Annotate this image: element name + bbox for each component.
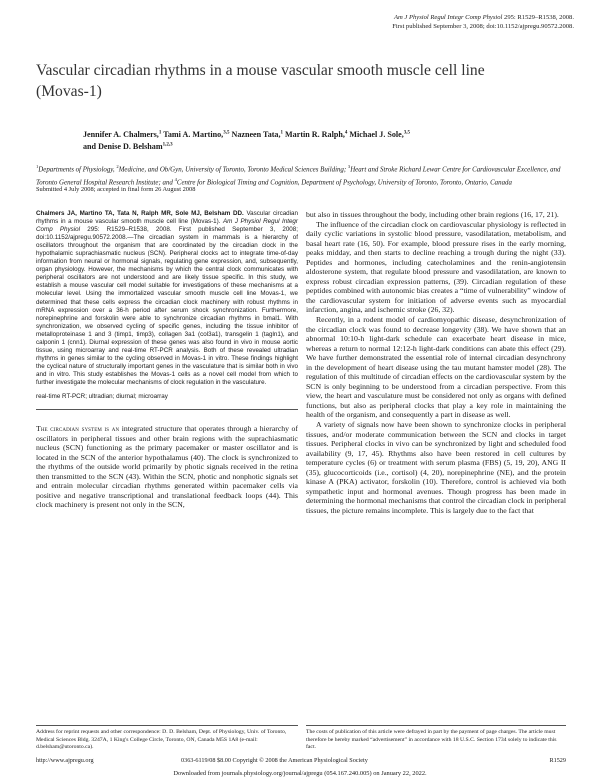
right-column [306, 210, 566, 516]
author: Tami A. Martino,$^{3,5}$ [163, 129, 230, 139]
author: Jennifer A. Chalmers,$^1$ [83, 129, 162, 139]
author: and Denise D. Belsham$^{1,2,3}$ [83, 142, 173, 152]
body-paragraph: Recently, in a rodent model of cardiomyopathic disease, desynchronization of the circadian clock was found to decrease longevity (38). We have shown that an abnormal 10:10-h light-dark schedule can exacerbate heart disease in mice, whereas a return to normal 12:12-h light-dark conditions can abate this effect (29). We have further demonstrated the essential role of internal circadian desynchrony in the development of heart disease using the tau mutant hamster model (28). The regulation of this multitude of circadian effects on the cardiovascular system by the SCN is only beginning to be understood from a circadian perspective. From this view, the heart and vasculature must be considered not only as organs with defined functions, but also as peripheral clocks that play a key role in maintaining the health of the organism, and consequently a part in disease as well. [306, 315, 566, 420]
affiliations: $^1$Departments of Physiology, $^2$Medicine, and Ob/Gyn, University of Toronto, Toronto Medical Sciences Building; $^3$Heart and Stroke Richard Lewar Centre for Cardiovascular Excellence, and Toronto General Hospital Research Institute; and $^4$Centre for Biological Timing and Cognition, Department of Psychology, University of Toronto, Toronto, Ontario, Canada [36, 164, 561, 187]
correspondence-footnote: Address for reprint requests and other correspondence: D. D. Belsham, Dept. of Physiology, Univ. of Toronto, Medical Sciences Bldg. 3247A, 1 King's College Circle, Toronto, ON, Canada M5S 1A8 (e-mail: d.belsham@utoronto.ca). [36, 725, 298, 752]
section-divider [36, 409, 298, 410]
submission-dates: Submitted 4 July 2008; accepted in final form 26 August 2008 [36, 186, 196, 193]
journal-url-link[interactable]: http://www.ajpregu.org [36, 757, 94, 764]
body-paragraph: The influence of the circadian clock on cardiovascular physiology is reflected in daily cyclic variations in systolic blood pressure, vasodilatation, metabolism, and basal heart rate (16, 50). For example, blood pressure rises in the early morning, peaks midday, and then starts to decline reaching a trough during the night (33). Peptides and hormones, including catecholamines and the renin-angiotensin aldosterone system, that regulate blood pressure and vasodilatation, are known to express robust circadian expression patterns, (39). Circadian regulation of these peptides combined with autonomic bias creates a “time of vulnerability” window of the cardiovascular system for initiation of adverse events such as myocardial infarction, angina, and ischemic stroke (26, 32). [306, 219, 566, 315]
download-notice: Downloaded from journals.physiology.org/journal/ajpregu (054.167.240.005) on January 22, 2022. [173, 770, 427, 777]
page-charge-footnote: The costs of publication of this article were defrayed in part by the payment of page charges. The article must therefore be hereby marked “advertisement” in accordance with 18 U.S.C. Section 1734 solely to indicate this fact. [306, 725, 566, 752]
author: Martin R. Ralph,$^4$ [285, 129, 348, 139]
journal-citation: 295: R1529–R1538, 2008. [504, 14, 574, 21]
journal-header [244, 13, 574, 31]
left-column [36, 210, 298, 510]
abstract: Chalmers JA, Martino TA, Tata N, Ralph MR, Sole MJ, Belsham DD. Vascular circadian rhythms in a mouse vascular smooth muscle cell line (Movas-1). Am J Physiol Regul Integr Comp Physiol 295: R1529–R1538, 2008. First published September 3, 2008; doi:10.1152/ajpregu.90572.2008.—The circadian system in mammals is a hierarchy of oscillators throughout the organism that are coordinated by the circadian clock in the hypothalamic suprachiasmatic nucleus (SCN). Peripheral clocks act to integrate time-of-day information from neural or hormonal signals, regulating gene expression, and, subsequently, organ physiology. However, the mechanisms by which the central clock communicates with peripheral oscillators are not understood and are likely tissue specific. In this study, we establish a mouse vascular cell model suitable for investigations of these mechanisms at a molecular level. Using the immortalized vascular smooth muscle cell line Movas-1, we determined that these cells express the circadian clock machinery with robust rhythms in mRNA expression over a 36-h period after serum shock synchronization. Furthermore, norepinephrine and forskolin were able to synchronize circadian rhythms in bmal1. With synchronization, we observed cycling of specific genes, including the tissue inhibitor of metalloproteinase 1 and 3 (timp1, timp3), collagen 3a1 (col3a1), transgelin 1 (tagln1), and calponin 1 (cnn1). Diurnal expression of these genes was also found in vivo in mouse aortic tissue, using microarray and real-time RT-PCR analysis. Both of these revealed ultradian rhythms in genes similar to the cycling observed in Movas-1 in vitro. These findings highlight the cyclical nature of structurally important genes in the vasculature that is similar both in vivo and in vitro. This study establishes the Movas-1 cells as a novel cell model from which to further investigate the molecular mechanisms of clock regulation in the vasculature. [36, 210, 298, 386]
first-published: First published September 3, 2008; doi:10.1152/ajpregu.90572.2008. [392, 23, 574, 30]
author: Nazneen Tata,$^1$ [231, 129, 284, 139]
journal-name: Am J Physiol Regul Integr Comp Physiol [393, 14, 503, 21]
author: Michael J. Sole,$^{3,5}$ [349, 129, 411, 139]
article-title: Vascular circadian rhythms in a mouse vascular smooth muscle cell line (Movas-1) [36, 62, 485, 100]
introduction-paragraph: The circadian system is an integrated structure that operates through a hierarchy of oscillators in peripheral tissues and other brain regions with the suprachiasmatic nucleus (SCN) functioning as the primary pacemaker or master oscillator and is located in the SCN of the anterior hypothalamus (40). The clock is synchronized to the rhythms of the outside world primarily by photic signals received in the retina then transmitted to the SCN (43). Within the SCN, photic and nonphotic signals set and entrain molecular circadian rhythms generated within pacemaker cells via positive and negative transcriptional and translational feedback loops (44). This clock machinery is present not only in the SCN, [36, 424, 299, 510]
author-list [83, 127, 553, 152]
journal-citation-line [244, 13, 574, 22]
body-paragraph: A variety of signals now have been shown to synchronize clocks in peripheral tissues, and/or moderate communication between the SCN and clocks in target tissues. Peripheral clocks in vivo can be synchronized by light and scheduled food availability (9, 17, 45). Rhythms also have been restored in cell cultures by temperature cycles (6) or treatment with serum plasma (FBS) (5, 19, 20), ANG II (35), glucocorticoids (i.e., cortisol) (4, 20), norepinephrine (NE), and the protein kinase A (PKA) activator, forskolin (10). Therefore, control is achieved via both sympathetic input and hormonal avenues. Though progress has been made in determining the hormonal mechanisms that control the circadian clock in peripheral tissues, the picture remains incomplete. This is largely due to the fact that [306, 420, 566, 515]
keywords: real-time RT-PCR; ultradian; diurnal; microarray [36, 393, 168, 401]
body-paragraph: but also in tissues throughout the body, including other brain regions (16, 17, 21). [306, 210, 559, 219]
page-number: R1529 [549, 757, 566, 764]
copyright-line: 0363-6119/08 $8.00 Copyright © 2008 the American Physiological Society [181, 757, 368, 764]
